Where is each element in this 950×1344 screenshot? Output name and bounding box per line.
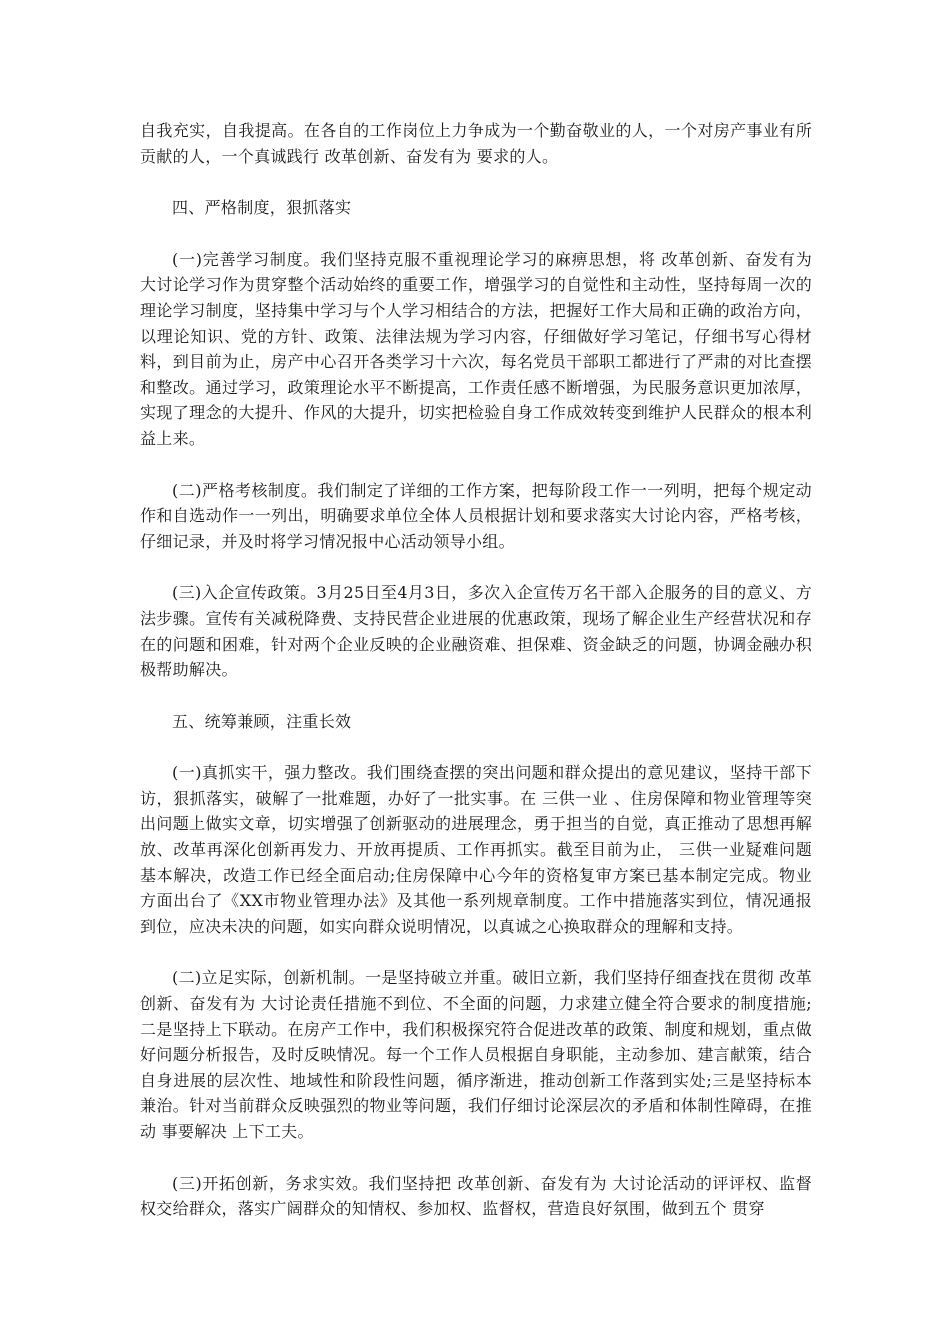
document-body <box>140 118 812 1222</box>
paragraph-intro-continuation: 自我充实，自我提高。在各自的工作岗位上力争成为一个勤奋敬业的人，一个对房产事业有所贡献的人，一个真诚践行 改革创新、奋发有为 要求的人。 <box>140 121 812 166</box>
paragraph-5-2-mechanism: (二)立足实际，创新机制。一是坚持破立并重。破旧立新，我们坚持仔细查找在贯彻 改革创新、奋发有为 大讨论责任措施不到位、不全面的问题，力求建立健全符合要求的制度措施;二是坚持上下联动。在房产工作中，我们积极探究符合促进改革的政策、制度和规划，重点做好问题分析报告，及时反映情况。每一个工作人员根据自身职能，主动参加、建言献策，结合自身进展的层次性、地域性和阶段性问题，循序渐进，推动创新工作落到实处;三是坚持标本兼治。针对当前群众反映强烈的物业等问题，我们仔细讨论深层次的矛盾和体制性障碍，在推动 事要解决 上下工夫。 <box>140 968 812 1141</box>
paragraph-4-1-study-system: (一)完善学习制度。我们坚持克服不重视理论学习的麻痹思想，将 改革创新、奋发有为 大讨论学习作为贯穿整个活动始终的重要工作，增强学习的自觉性和主动性，坚持每周一次的理论学习制度，坚持集中学习与个人学习相结合的方法，把握好工作大局和正确的政治方向，以理论知识、党的方针、政策、法律法规为学习内容，仔细做好学习笔记，仔细书写心得材料，到目前为止，房产中心召开各类学习十六次，每名党员干部职工都进行了严肃的对比查摆和整改。通过学习，政策理论水平不断提高，工作责任感不断增强，为民服务意识更加浓厚，实现了理念的大提升、作风的大提升，切实把检验自身工作成效转变到维护人民群众的根本利益上来。 <box>140 249 812 448</box>
paragraph-5-1-rectification: (一)真抓实干，强力整改。我们围绕查摆的突出问题和群众提出的意见建议，坚持干部下访，狠抓落实，破解了一批难题，办好了一批实事。在 三供一业 、住房保障和物业管理等突出问题上做实文章，切实增强了创新驱动的进展理念，勇于担当的自觉，真正推动了思想再解放、改革再深化创新再发力、开放再提质、工作再抓实。截至目前为止， 三供一业疑难问题基本解决，改造工作已经全面启动;住房保障中心今年的资格复审方案已基本制定完成。物业方面出台了《XX市物业管理办法》及其他一系列规章制度。工作中措施落实到位，情况通报到位，应决未决的问题，如实向群众说明情况，以真诚之心换取群众的理解和支持。 <box>140 763 812 936</box>
section-heading-5: 五、统筹兼顾，注重长效 <box>172 711 352 731</box>
paragraph-5-3-innovation: (三)开拓创新，务求实效。我们坚持把 改革创新、奋发有为 大讨论活动的评评权、监督权交给群众，落实广阔群众的知情权、参加权、监督权，营造良好氛围，做到五个 贯穿 <box>140 1173 812 1219</box>
paragraph-4-2-assessment-system: (二)严格考核制度。我们制定了详细的工作方案，把每阶段工作一一列明，把每个规定动作和自选动作一一列出，明确要求单位全体人员根据计划和要求落实大讨论内容，严格考核，仔细记录，并及时将学习情况报中心活动领导小组。 <box>140 480 812 551</box>
section-heading-4: 四、严格制度，狠抓落实 <box>172 198 352 218</box>
paragraph-4-3-enterprise-policy: (三)入企宣传政策。3月25日至4月3日，多次入企宣传万名干部入企服务的目的意义、方法步骤。宣传有关减税降费、支持民营企业进展的优惠政策，现场了解企业生产经营状况和存在的问题和困难，针对两个企业反映的企业融资难、担保难、资金缺乏的问题，协调金融办积极帮助解决。 <box>140 583 812 680</box>
